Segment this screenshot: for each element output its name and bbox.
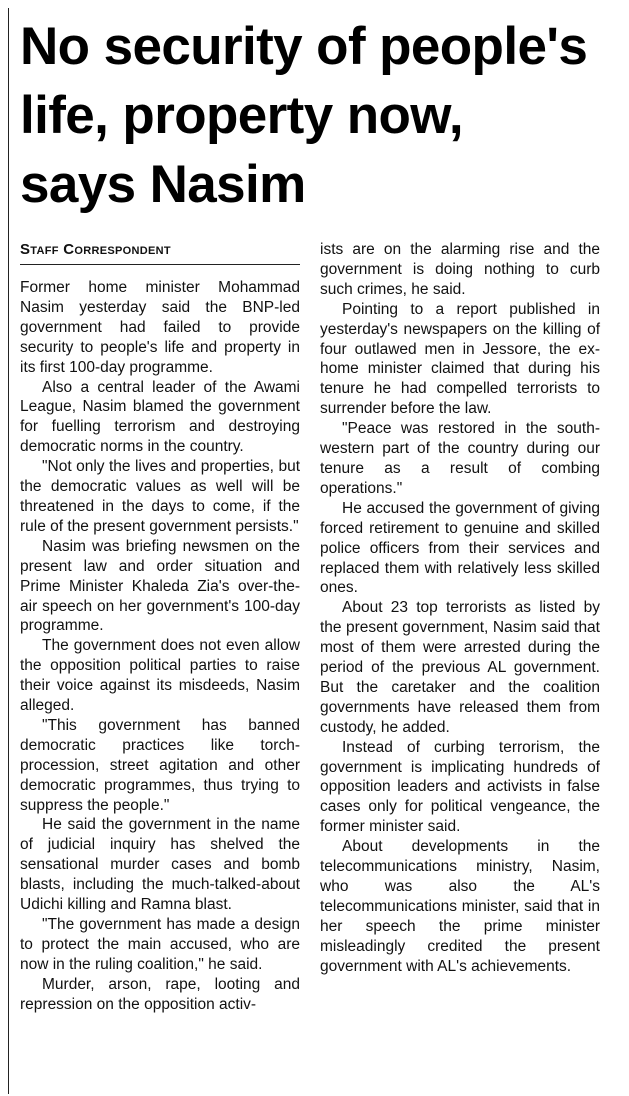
paragraph: Former home minister Mohammad Nasim yesterday said the BNP-led government had failed to provide security to people's life and property in its first 100-day programme. [20,279,300,376]
paragraph: Nasim was briefing newsmen on the present law and order situation and Prime Minister Khaleda Zia's over-the-air speech on her government's 100-day programme. [20,537,300,635]
paragraph: He accused the government of giving forced retirement to genuine and skilled police officers from their services and replaced them with relatively less skilled ones. [320,499,600,597]
paragraph: Pointing to a report published in yesterday's newspapers on the killing of four outlawed men in Jessore, the ex-home minister claimed that during his tenure he had compelled terrorists to surrender before the law. [320,300,600,418]
paragraph: About developments in the telecommunications ministry, Nasim, who was also the AL's telecommunications minister, said that in her speech the prime minister misleadingly credited the present government with AL's achievements. [320,838,600,975]
paragraph: "The government has made a design to protect the main accused, who are now in the ruling coalition," he said. [20,916,300,973]
paragraph: Murder, arson, rape, looting and repression on the opposition activ- [20,975,300,1013]
headline-line-3: says Nasim [20,155,306,214]
byline-divider [20,264,300,265]
article-column-right [320,240,600,977]
paragraph: "Not only the lives and properties, but the democratic values as well will be threatened in the days to come, if the rule of the present government persists." [20,458,300,535]
paragraph: The government does not even allow the opposition political parties to raise their voice against its misdeeds, Nasim alleged. [20,637,300,715]
article-column-left [20,240,300,1015]
headline-line-1: No security of people's [20,17,588,76]
paragraph: "Peace was restored in the south-western part of the country during our tenure as a result of combing operations." [320,420,600,497]
paragraph: Also a central leader of the Awami League, Nasim blamed the government for fuelling terrorism and destroying democratic norms in the country. [20,378,300,456]
paragraph: "This government has banned democratic practices like torch-procession, street agitation and other democratic programmes, thus trying to suppress the people." [20,716,300,814]
byline: Staff Correspondent [20,241,171,258]
headline [20,12,620,219]
paragraph: He said the government in the name of judicial inquiry has shelved the sensational murder cases and bomb blasts, including the much-talked-about Udichi killing and Ramna blast. [20,816,300,914]
paragraph: ists are on the alarming rise and the government is doing nothing to curb such crimes, he said. [320,241,600,298]
column-rule [8,8,9,1094]
headline-line-2: life, property now, [20,86,464,145]
paragraph: Instead of curbing terrorism, the government is implicating hundreds of opposition leaders and activists in false cases only for political vengeance, the former minister said. [320,738,600,836]
paragraph: About 23 top terrorists as listed by the present government, Nasim said that most of them were arrested during the period of the previous AL government. But the caretaker and the coalition governments have released them from custody, he added. [320,599,600,736]
